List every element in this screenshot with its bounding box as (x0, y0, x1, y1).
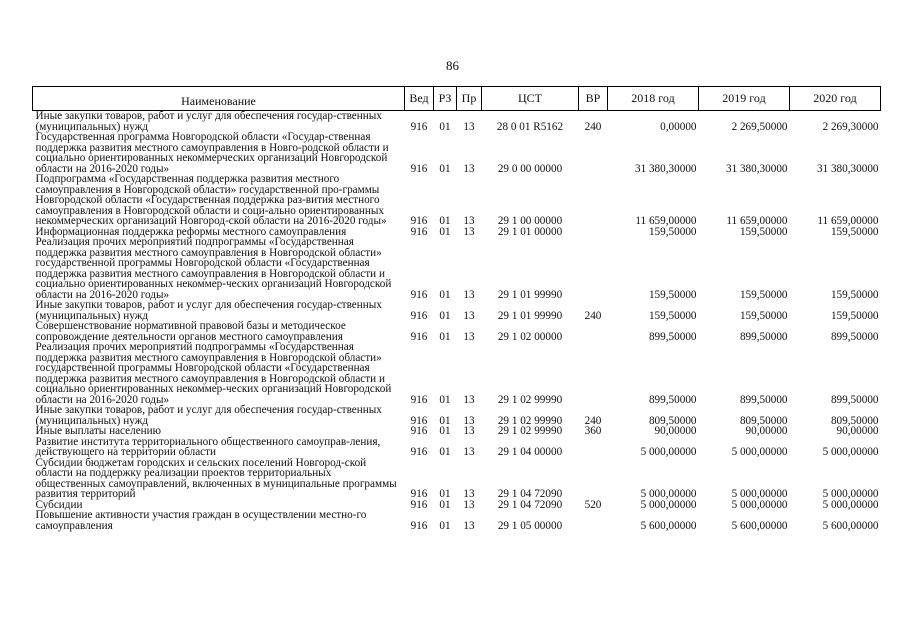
cell-rz: 01 (439, 519, 451, 532)
cell-y2019: 31 380,30000 (725, 162, 788, 175)
cell-y2020: 899,50000 (830, 393, 879, 406)
cell-cst: 29 1 02 99990 (497, 393, 563, 406)
cell-name: Развитие института территориального общественного самоуправ-ления, действующего на территории области (35, 435, 381, 458)
table-row (33, 321, 881, 342)
cell-pr: 13 (463, 162, 475, 175)
cell-y2019: 5 000,00000 (731, 488, 788, 500)
cell-cst: 29 1 04 72090 (497, 488, 563, 500)
header-pr: Пр (457, 87, 482, 111)
cell-vr (579, 321, 608, 342)
cell-pr: 13 (463, 488, 475, 500)
cell-cst: 29 1 01 99990 (497, 309, 563, 322)
table-row (33, 458, 881, 500)
cell-y2020: 90,00000 (836, 425, 879, 437)
cell-y2019: 90,00000 (745, 425, 788, 437)
cell-name: Подпрограмма «Государственная поддержка развития местного самоуправления в Новгородской области» государственной про-граммы Новгородской области «Государственная поддержка раз-вития местного самоуправления в Новгородской области и соци-ально ориентированных некоммерческих организаций Новгород-ской области на 2016-2020 годы» (35, 173, 387, 227)
cell-cst: 29 1 00 00000 (497, 215, 563, 227)
cell-name: Субсидии (35, 498, 83, 511)
cell-y2020: 809,50000 (830, 414, 879, 427)
table-body (33, 111, 881, 532)
cell-name: Субсидии бюджетам городских и сельских поселений Новгород-ской области на поддержку реализации проектов территориальных общественных самоуправлений, включенных в муниципальные программы развития территорий (35, 456, 397, 500)
cell-ved: 916 (410, 425, 428, 437)
cell-pr: 13 (463, 309, 475, 322)
cell-pr: 13 (463, 498, 475, 511)
cell-rz: 01 (439, 488, 451, 500)
cell-y2019: 5 600,00000 (731, 519, 788, 532)
cell-ved: 916 (410, 215, 428, 227)
cell-pr: 13 (463, 393, 475, 406)
cell-name: Повышение активности участия граждан в осуществлении местно-го самоуправления (35, 509, 367, 532)
cell-vr (579, 227, 608, 238)
header-rz: РЗ (434, 87, 457, 111)
cell-y2020: 5 600,00000 (822, 519, 879, 532)
cell-ved: 916 (410, 414, 428, 427)
cell-cst: 29 1 02 99990 (497, 414, 563, 427)
table-row (33, 300, 881, 321)
table-row (33, 405, 881, 426)
header-ved: Вед (405, 87, 434, 111)
table-row (33, 342, 881, 405)
cell-vr (579, 237, 608, 300)
cell-y2019: 809,50000 (739, 414, 788, 427)
table-row (33, 237, 881, 300)
cell-ved: 916 (410, 519, 428, 532)
cell-pr: 13 (463, 215, 475, 227)
cell-rz: 01 (439, 288, 451, 301)
cell-cst: 29 1 02 00000 (497, 330, 563, 343)
table-row (33, 437, 881, 458)
cell-name: Иные закупки товаров, работ и услуг для обеспечения государ-ственных (муниципальных) нужд (35, 404, 382, 427)
table-row (33, 174, 881, 227)
cell-vr (579, 132, 608, 174)
cell-y2018: 159,50000 (648, 309, 697, 322)
cell-y2018: 159,50000 (648, 225, 697, 238)
cell-y2019: 5 000,00000 (731, 498, 788, 511)
cell-rz: 01 (439, 225, 451, 238)
cell-y2020: 11 659,00000 (817, 215, 879, 227)
cell-cst: 28 0 01 R5162 (496, 120, 564, 133)
cell-vr: 520 (584, 498, 602, 511)
page-number: 86 (446, 58, 459, 73)
table-row (33, 111, 881, 133)
cell-cst: 29 1 01 99990 (497, 288, 563, 301)
cell-vr: 360 (584, 425, 602, 437)
header-vr: ВР (579, 87, 608, 111)
cell-cst: 29 1 02 99990 (497, 425, 563, 437)
cell-rz: 01 (439, 330, 451, 343)
cell-y2018: 90,00000 (654, 425, 697, 437)
cell-y2019: 159,50000 (739, 225, 788, 238)
cell-y2018: 5 000,00000 (640, 488, 697, 500)
cell-y2018: 809,50000 (648, 414, 697, 427)
budget-table (32, 86, 881, 531)
cell-name: Государственная программа Новгородской области «Государ-ственная поддержка развития местного самоуправления в Новго-родской области и социально ориентированных некоммерческих организаций Новгородской области на 2016-2020 годы» (35, 131, 389, 175)
cell-y2018: 159,50000 (648, 288, 697, 301)
cell-vr (579, 437, 608, 458)
cell-ved: 916 (410, 446, 428, 458)
cell-pr: 13 (463, 425, 475, 437)
cell-y2020: 31 380,30000 (816, 162, 879, 175)
cell-pr: 13 (463, 225, 475, 238)
cell-y2020: 159,50000 (830, 309, 879, 322)
cell-vr (579, 458, 608, 500)
cell-rz: 01 (439, 393, 451, 406)
cell-y2020: 5 000,00000 (822, 498, 879, 511)
cell-name: Реализация прочих мероприятий подпрограммы «Государственная поддержка развития местного самоуправления в Новгородской области» государственной программы Новгородской области «Государственная поддержка развития местного самоуправления в Новгородской области и социально ориентированных некоммер-ческих организаций Новгородской области на 2016-2020 годы» (35, 341, 392, 406)
cell-rz: 01 (439, 498, 451, 511)
cell-name: Иные закупки товаров, работ и услуг для обеспечения государ-ственных (муниципальных) нужд (35, 110, 382, 133)
cell-y2019: 899,50000 (739, 330, 788, 343)
cell-name: Совершенствование нормативной правовой базы и методическое сопровождение деятельности органов местного самоуправления (35, 320, 346, 343)
cell-y2019: 159,50000 (739, 288, 788, 301)
cell-cst: 29 0 00 00000 (497, 162, 563, 175)
table-row (33, 426, 881, 437)
cell-vr (579, 510, 608, 531)
cell-y2020: 2 269,30000 (822, 120, 879, 133)
cell-name: Иные выплаты населению (35, 425, 161, 437)
cell-cst: 29 1 01 00000 (497, 225, 563, 238)
cell-ved: 916 (410, 288, 428, 301)
cell-ved: 916 (410, 309, 428, 322)
cell-y2020: 5 000,00000 (822, 446, 879, 458)
cell-rz: 01 (439, 215, 451, 227)
cell-y2018: 31 380,30000 (634, 162, 697, 175)
cell-ved: 916 (410, 393, 428, 406)
cell-y2019: 11 659,00000 (726, 215, 788, 227)
cell-rz: 01 (439, 446, 451, 458)
cell-y2018: 5 000,00000 (640, 498, 697, 511)
table-header (33, 87, 881, 111)
cell-cst: 29 1 04 00000 (497, 446, 563, 458)
cell-rz: 01 (439, 162, 451, 175)
cell-y2018: 0,00000 (660, 120, 697, 133)
header-2020: 2020 год (790, 87, 881, 111)
cell-rz: 01 (439, 414, 451, 427)
table-row (33, 132, 881, 174)
header-2018: 2018 год (608, 87, 699, 111)
cell-ved: 916 (410, 225, 428, 238)
cell-cst: 29 1 04 72090 (497, 498, 563, 511)
header-name: Наименование (33, 87, 405, 111)
cell-pr: 13 (463, 446, 475, 458)
cell-y2018: 5 000,00000 (640, 446, 697, 458)
cell-y2018: 5 600,00000 (640, 519, 697, 532)
cell-pr: 13 (463, 519, 475, 532)
cell-ved: 916 (410, 488, 428, 500)
cell-ved: 916 (410, 498, 428, 511)
cell-pr: 13 (463, 330, 475, 343)
cell-y2018: 899,50000 (648, 330, 697, 343)
cell-name: Информационная поддержка реформы местного самоуправления (35, 225, 347, 238)
cell-vr (579, 174, 608, 227)
cell-ved: 916 (410, 330, 428, 343)
cell-y2019: 159,50000 (739, 309, 788, 322)
cell-y2018: 899,50000 (648, 393, 697, 406)
cell-vr (579, 342, 608, 405)
cell-vr: 240 (584, 309, 602, 322)
cell-pr: 13 (463, 120, 475, 133)
cell-name: Иные закупки товаров, работ и услуг для обеспечения государ-ственных (муниципальных) нужд (35, 299, 382, 322)
cell-y2020: 159,50000 (830, 288, 879, 301)
cell-y2019: 899,50000 (739, 393, 788, 406)
cell-y2020: 899,50000 (830, 330, 879, 343)
header-cst: ЦСТ (482, 87, 579, 111)
cell-pr: 13 (463, 288, 475, 301)
header-2019: 2019 год (699, 87, 790, 111)
cell-rz: 01 (439, 309, 451, 322)
cell-y2019: 5 000,00000 (731, 446, 788, 458)
cell-name: Реализация прочих мероприятий подпрограммы «Государственная поддержка развития местного самоуправления в Новгородской области» государственной программы Новгородской области «Государственная поддержка развития местного самоуправления в Новгородской области и социально ориентированных некоммер-ческих организаций Новгородской области на 2016-2020 годы» (35, 236, 392, 301)
cell-vr: 240 (584, 414, 602, 427)
cell-y2020: 159,50000 (830, 225, 879, 238)
cell-ved: 916 (410, 120, 428, 133)
cell-y2020: 5 000,00000 (822, 488, 879, 500)
cell-pr: 13 (463, 414, 475, 427)
cell-ved: 916 (410, 162, 428, 175)
cell-y2019: 2 269,50000 (731, 120, 788, 133)
table-row (33, 510, 881, 531)
cell-cst: 29 1 05 00000 (497, 519, 563, 532)
cell-rz: 01 (439, 120, 451, 133)
cell-rz: 01 (439, 425, 451, 437)
cell-y2018: 11 659,00000 (635, 215, 697, 227)
cell-vr: 240 (584, 120, 602, 133)
